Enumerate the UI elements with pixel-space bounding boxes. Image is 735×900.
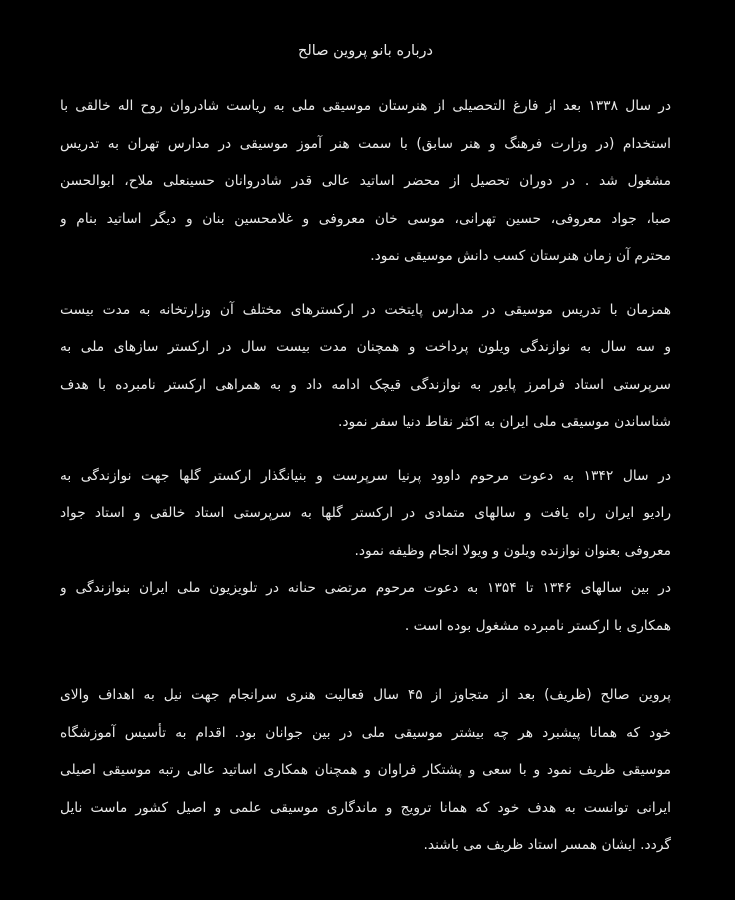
- paragraph-line: مشغول شد . در دوران تحصیل از محضر اساتید عالی قدر شادروانان حسینعلی ملاح، ابوالحسن: [60, 173, 671, 189]
- paragraph-3: [60, 458, 671, 571]
- paragraph-line: رادیو ایران راه یافت و سالهای متمادی در ارکستر گلها به سرپرستی استاد خالقی و استاد جواد: [60, 505, 671, 521]
- paragraph-2: [60, 292, 671, 442]
- paragraph-spacer: [60, 442, 671, 458]
- paragraph-line: همکاری با ارکستر نامبرده مشغول بوده است .: [404, 617, 671, 634]
- paragraph-line: همزمان با تدریس موسیقی در مدارس پایتخت در ارکسترهای مختلف آن وزارتخانه به مدت بیست: [60, 301, 671, 318]
- document-title: درباره بانو پروین صالح: [298, 43, 433, 59]
- paragraph-line: معروفی بعنوان نوازنده ویلون و ویولا انجام وظیفه نمود.: [354, 542, 671, 559]
- paragraph-line: موسیقی ظریف نمود و با سعی و پشتکار فراوان و همچنان همکاری اساتید عالی رتبه موسیقی اصیلی: [60, 762, 671, 778]
- paragraph-line: صبا، جواد معروفی، حسین تهرانی، موسی خان معروفی و غلامحسین بنان و دیگر اساتید بنام و: [60, 210, 671, 227]
- paragraph-line: در بین سالهای ۱۳۴۶ تا ۱۳۵۴ به دعوت مرحوم مرتضی حنانه در تلویزیون ملی ایران بنوازندگی و: [60, 580, 671, 596]
- paragraph-line: خود که همانا پیشبرد هر چه بیشتر موسیقی ملی در بین جوانان بود. اقدام به تأسیس آموزشگاه: [60, 724, 671, 741]
- paragraph-line: پروین صالح (ظریف) بعد از متجاوز از ۴۵ سال فعالیت هنری سرانجام جهت نیل به اهداف والای: [60, 687, 671, 703]
- paragraph-4: [60, 570, 671, 645]
- paragraph-line: استخدام (در وزارت فرهنگ و هنر سابق) با سمت هنر آموز موسیقی در مدارس تهران به تدریس: [60, 135, 671, 152]
- paragraph-spacer: [60, 276, 671, 292]
- paragraph-line: گردد. ایشان همسر استاد ظریف می باشند.: [423, 837, 671, 853]
- paragraph-line: و سه سال به نوازندگی ویلون پرداخت و همچنان مدت بیست سال در ارکستر سازهای ملی به: [60, 339, 671, 355]
- paragraph-1: [60, 88, 671, 276]
- paragraph-line: سرپرستی استاد فرامرز پایور به نوازندگی قیچک ادامه داد و به همراهی ارکستر نامبرده با هدف: [60, 376, 671, 393]
- paragraph-line: ایرانی توانست به هدف خود که همانا ترویج و ماندگاری موسیقی علمی و اصیل کشور ماست نایل: [60, 799, 671, 816]
- paragraph-line: در سال ۱۳۴۲ به دعوت مرحوم داوود پرنیا سرپرست و بنیانگذار ارکستر گلها جهت نوازندگی به: [60, 467, 671, 484]
- paragraph-5: [60, 677, 671, 865]
- paragraph-line: محترم آن زمان هنرستان کسب دانش موسیقی نمود.: [370, 248, 671, 264]
- paragraph-line: شناساندن موسیقی ملی ایران به اکثر نقاط دنیا سفر نمود.: [338, 414, 671, 430]
- paragraph-line: در سال ۱۳۳۸ بعد از فارغ التحصیلی از هنرستان موسیقی ملی به ریاست شادروان روح اله خالقی با: [60, 98, 671, 114]
- paragraph-spacer: [60, 645, 671, 677]
